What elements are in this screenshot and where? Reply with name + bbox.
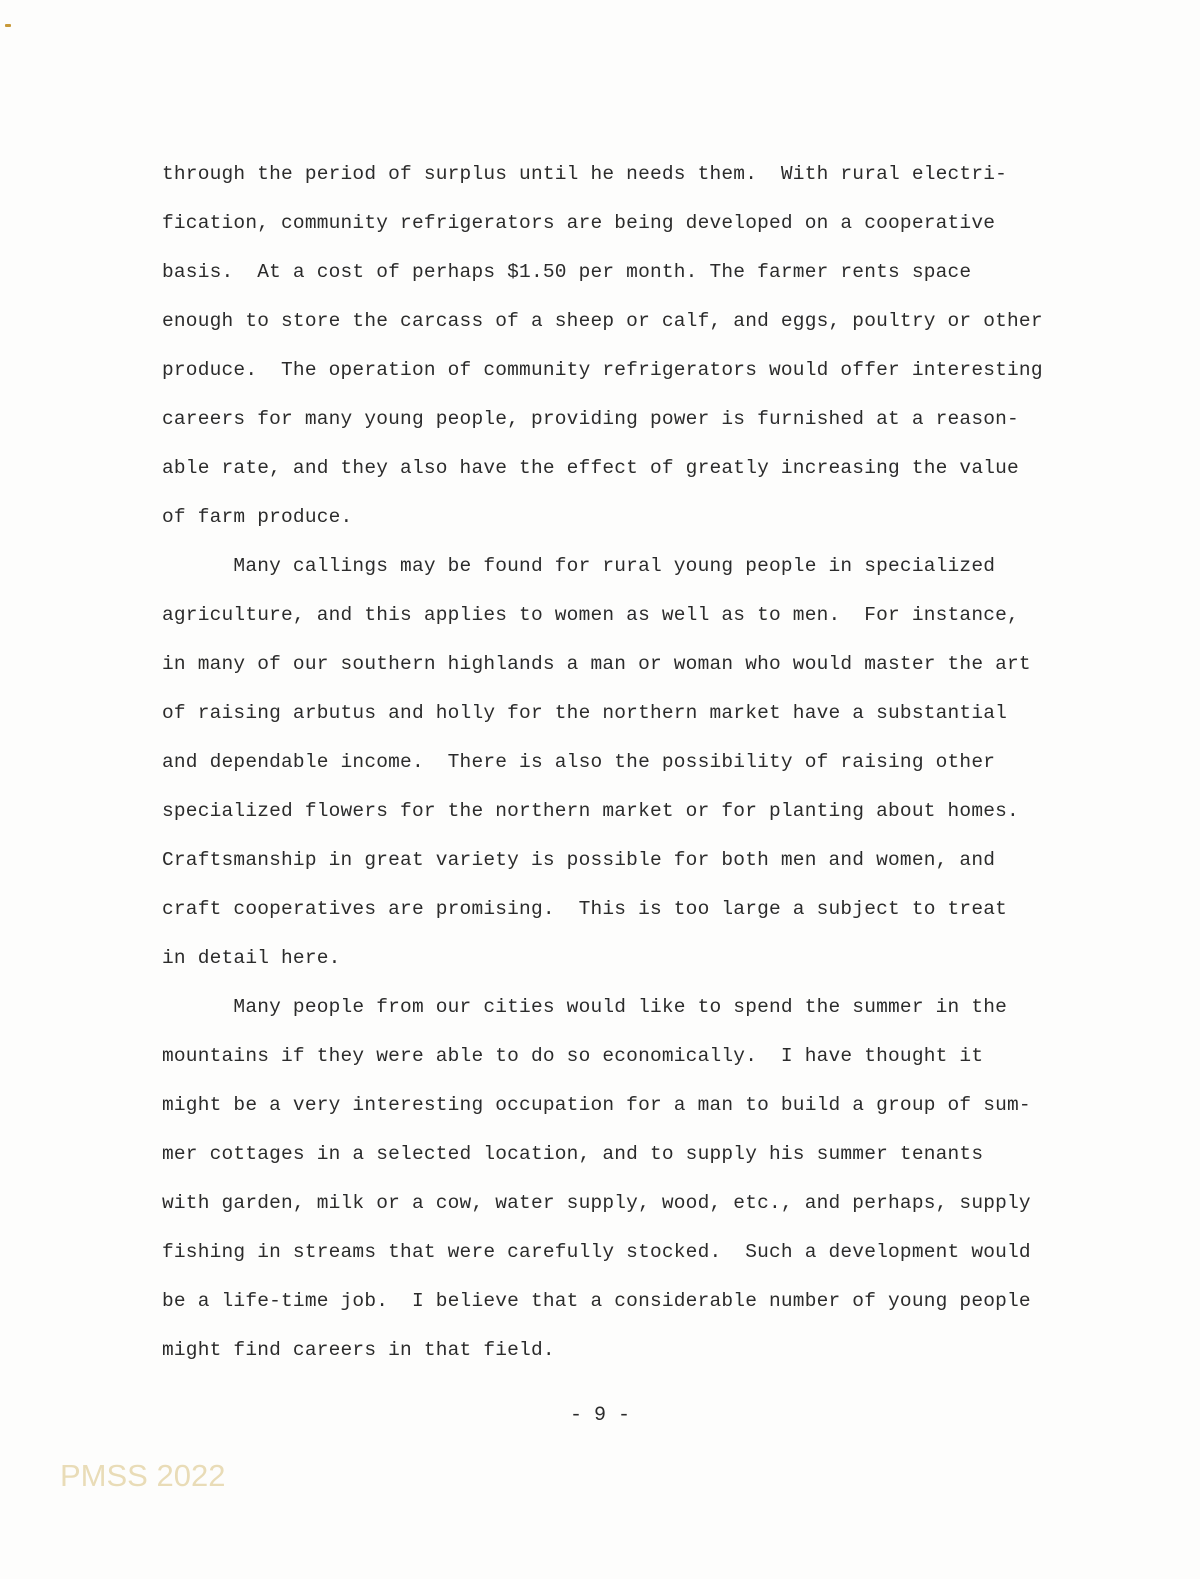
text-line: with garden, milk or a cow, water supply, wood, etc., and perhaps, supply [162,1192,1031,1214]
text-line: mountains if they were able to do so economically. I have thought it [162,1045,984,1067]
paragraph-1 [162,150,1072,542]
watermark: PMSS 2022 [60,1458,226,1493]
text-line: of farm produce. [162,506,353,528]
text-line: through the period of surplus until he needs them. With rural electri- [162,163,1008,185]
text-line: basis. At a cost of perhaps $1.50 per month. The farmer rents space [162,261,972,283]
text-line: Many callings may be found for rural young people in specialized [162,555,996,577]
text-line: in many of our southern highlands a man or woman who would master the art [162,653,1031,675]
paragraph-2 [162,542,1072,983]
text-line: fication, community refrigerators are being developed on a cooperative [162,212,996,234]
text-line: mer cottages in a selected location, and to supply his summer tenants [162,1143,984,1165]
text-line: craft cooperatives are promising. This is too large a subject to treat [162,898,1008,920]
page-number: - 9 - [569,1404,630,1427]
text-line: specialized flowers for the northern market or for planting about homes. [162,800,1019,822]
text-line: careers for many young people, providing power is furnished at a reason- [162,408,1019,430]
text-line: enough to store the carcass of a sheep or calf, and eggs, poultry or other [162,310,1043,332]
paper-speck [5,24,11,27]
text-line: be a life-time job. I believe that a considerable number of young people [162,1290,1031,1312]
text-line: agriculture, and this applies to women as well as to men. For instance, [162,604,1019,626]
text-line: Many people from our cities would like to spend the summer in the [162,996,1008,1018]
text-line: might find careers in that field. [162,1339,555,1361]
text-line: of raising arbutus and holly for the northern market have a substantial [162,702,1008,724]
paragraph-3 [162,983,1072,1375]
text-line: fishing in streams that were carefully stocked. Such a development would [162,1241,1031,1263]
text-line: and dependable income. There is also the possibility of raising other [162,751,996,773]
text-line: produce. The operation of community refrigerators would offer interesting [162,359,1043,381]
text-line: might be a very interesting occupation for a man to build a group of sum- [162,1094,1031,1116]
body-text [162,150,1072,1375]
text-line: Craftsmanship in great variety is possible for both men and women, and [162,849,996,871]
text-line: in detail here. [162,947,341,969]
text-line: able rate, and they also have the effect of greatly increasing the value [162,457,1019,479]
